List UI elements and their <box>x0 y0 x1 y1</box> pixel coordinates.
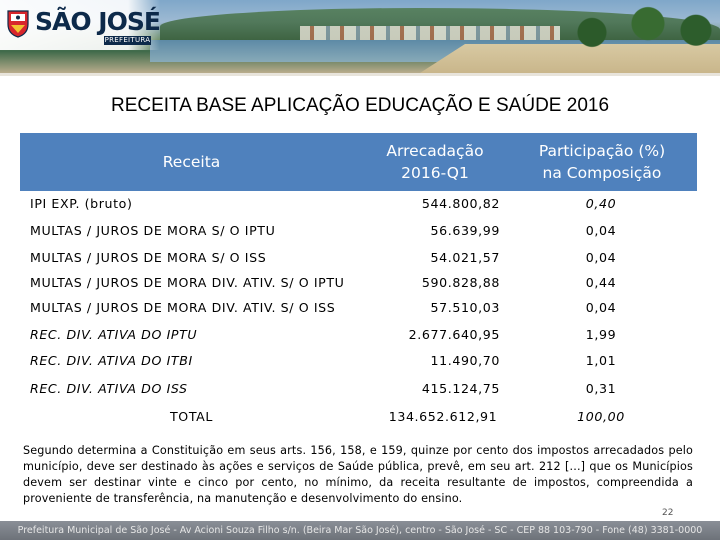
row-label: REC. DIV. ATIVA DO ISS <box>30 381 188 396</box>
row-arrecadacao: 544.800,82 <box>421 196 500 211</box>
table-total-row <box>20 400 697 434</box>
page-title: RECEITA BASE APLICAÇÃO EDUCAÇÃO E SAÚDE 2016 <box>110 95 610 116</box>
row-participacao: 1,01 <box>585 353 617 368</box>
row-label: IPI EXP. (bruto) <box>30 196 133 211</box>
banner-houses <box>300 26 560 40</box>
banner-trees <box>560 6 720 50</box>
row-participacao: 0,04 <box>585 223 617 238</box>
total-participacao: 100,00 <box>577 409 625 424</box>
row-arrecadacao: 57.510,03 <box>430 300 500 315</box>
row-arrecadacao: 2.677.640,95 <box>408 327 500 342</box>
banner-divider <box>0 73 720 76</box>
row-arrecadacao: 11.490,70 <box>430 353 500 368</box>
table-header <box>20 133 697 191</box>
total-label: TOTAL <box>170 409 213 424</box>
row-label: REC. DIV. ATIVA DO IPTU <box>30 327 198 342</box>
page-number: 22 <box>662 508 674 518</box>
row-label: MULTAS / JUROS DE MORA S/ O IPTU <box>30 223 276 238</box>
legal-note-paragraph: Segundo determina a Constituição em seus arts. 156, 158, e 159, quinze por cento dos impostos arrecadados pelo município, deve ser destinado às ações e serviços de Saúde pública, prevê, em seu art. 212 [...] que os Municípios devem ser destinar vinte e cinco por cento, no mínimo, da receita resultante de impostos, compreendida a proveniente de transferência, na manutenção e desenvolvimento do ensino. <box>23 444 693 505</box>
logo-panel <box>0 0 160 50</box>
row-arrecadacao: 54.021,57 <box>430 250 500 265</box>
footer-address: Prefeitura Municipal de São José - Av Acioni Souza Filho s/n. (Beira Mar São José), centro - São José - SC - CEP 88 103-790 - Fone (48) 3381-0000 <box>17 525 703 536</box>
header-banner <box>0 0 720 73</box>
column-header-participacao: Participação (%) na Composição <box>538 142 666 182</box>
row-label: MULTAS / JUROS DE MORA S/ O ISS <box>30 250 267 265</box>
row-participacao: 0,04 <box>585 250 617 265</box>
footer-bar <box>0 521 720 540</box>
total-arrecadacao: 134.652.612,91 <box>388 409 498 424</box>
column-header-arrecadacao: Arrecadação 2016-Q1 <box>386 142 484 182</box>
row-arrecadacao: 56.639,99 <box>430 223 500 238</box>
city-crest-icon <box>6 8 30 38</box>
row-participacao: 0,44 <box>585 275 617 290</box>
row-arrecadacao: 415.124,75 <box>421 381 500 396</box>
row-label: MULTAS / JUROS DE MORA DIV. ATIV. S/ O ISS <box>30 300 336 315</box>
row-participacao: 1,99 <box>585 327 617 342</box>
column-header-receita: Receita <box>162 153 221 171</box>
row-arrecadacao: 590.828,88 <box>421 275 500 290</box>
row-label: MULTAS / JUROS DE MORA DIV. ATIV. S/ O IPTU <box>30 275 345 290</box>
logo-title: SÃO JOSÉ <box>35 7 160 36</box>
row-participacao: 0,40 <box>585 196 617 211</box>
row-label: REC. DIV. ATIVA DO ITBI <box>30 353 193 368</box>
row-participacao: 0,31 <box>585 381 617 396</box>
logo-subtitle: PREFEITURA <box>104 36 151 44</box>
row-participacao: 0,04 <box>585 300 617 315</box>
